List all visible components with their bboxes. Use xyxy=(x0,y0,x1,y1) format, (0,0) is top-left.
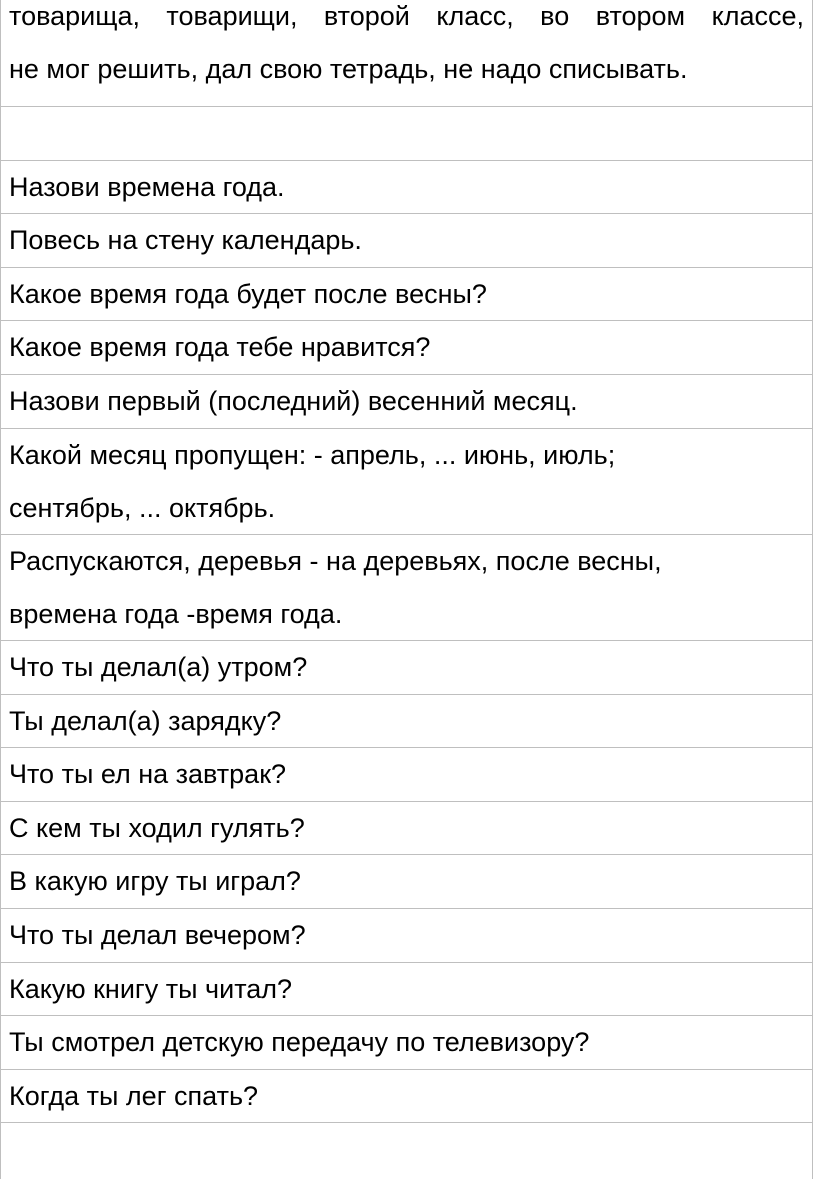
cell-text xyxy=(9,268,804,321)
text-line: не мог решить, дал свою тетрадь, не надо списывать. xyxy=(9,54,688,84)
cell-text xyxy=(9,641,804,694)
table-row xyxy=(1,321,812,375)
text-line: Какую книгу ты читал? xyxy=(9,974,293,1004)
text-line: Какое время года тебе нравится? xyxy=(9,332,431,362)
table-row xyxy=(1,963,812,1016)
table-row xyxy=(1,1016,812,1070)
text-line: Ты смотрел детскую передачу по телевизору? xyxy=(9,1027,590,1057)
cell-text xyxy=(9,855,804,908)
table-row-empty xyxy=(1,107,812,161)
table-row xyxy=(1,535,812,641)
cell-text xyxy=(9,963,804,1016)
text-line: товарища, товарищи, второй класс, во втором классе, xyxy=(9,1,804,31)
text-line: С кем ты ходил гулять? xyxy=(9,813,305,843)
table-row xyxy=(1,1070,812,1123)
text-line: Что ты делал вечером? xyxy=(9,920,306,950)
table-row xyxy=(1,375,812,429)
table-row xyxy=(1,429,812,535)
text-line: Какой месяц пропущен: - апрель, ... июнь, июль; xyxy=(9,440,616,470)
table-row xyxy=(1,214,812,268)
table-row xyxy=(1,268,812,321)
text-line: Когда ты лег спать? xyxy=(9,1081,259,1111)
table-row xyxy=(1,909,812,963)
table-row xyxy=(1,0,812,107)
table-row-empty xyxy=(1,1123,812,1179)
cell-text xyxy=(9,535,804,641)
text-line: времена года -время года. xyxy=(9,599,343,629)
table-row xyxy=(1,641,812,695)
cell-text xyxy=(9,695,804,748)
cell-text xyxy=(9,214,804,267)
table-row xyxy=(1,855,812,909)
cell-text xyxy=(9,909,804,962)
cell-text xyxy=(9,161,804,214)
table-row xyxy=(1,748,812,802)
text-line: Ты делал(а) зарядку? xyxy=(9,706,282,736)
cell-text xyxy=(9,375,804,428)
table-row xyxy=(1,695,812,748)
table-row xyxy=(1,161,812,214)
text-line: Распускаются, деревья - на деревьях, после весны, xyxy=(9,546,662,576)
cell-text xyxy=(9,1070,804,1123)
text-line: В какую игру ты играл? xyxy=(9,866,301,896)
cell-text xyxy=(9,321,804,374)
cell-text xyxy=(9,802,804,855)
table-row xyxy=(1,802,812,855)
text-line: Назови времена года. xyxy=(9,172,285,202)
text-line: Повесь на стену календарь. xyxy=(9,225,362,255)
cell-text xyxy=(9,0,804,96)
text-line: Что ты ел на завтрак? xyxy=(9,759,287,789)
cell-text xyxy=(9,748,804,801)
cell-text xyxy=(9,1016,804,1069)
cell-text xyxy=(9,429,804,535)
text-line: Назови первый (последний) весенний месяц. xyxy=(9,386,578,416)
text-line: Какое время года будет после весны? xyxy=(9,279,487,309)
text-line: Что ты делал(а) утром? xyxy=(9,652,308,682)
text-line: сентябрь, ... октябрь. xyxy=(9,493,276,523)
